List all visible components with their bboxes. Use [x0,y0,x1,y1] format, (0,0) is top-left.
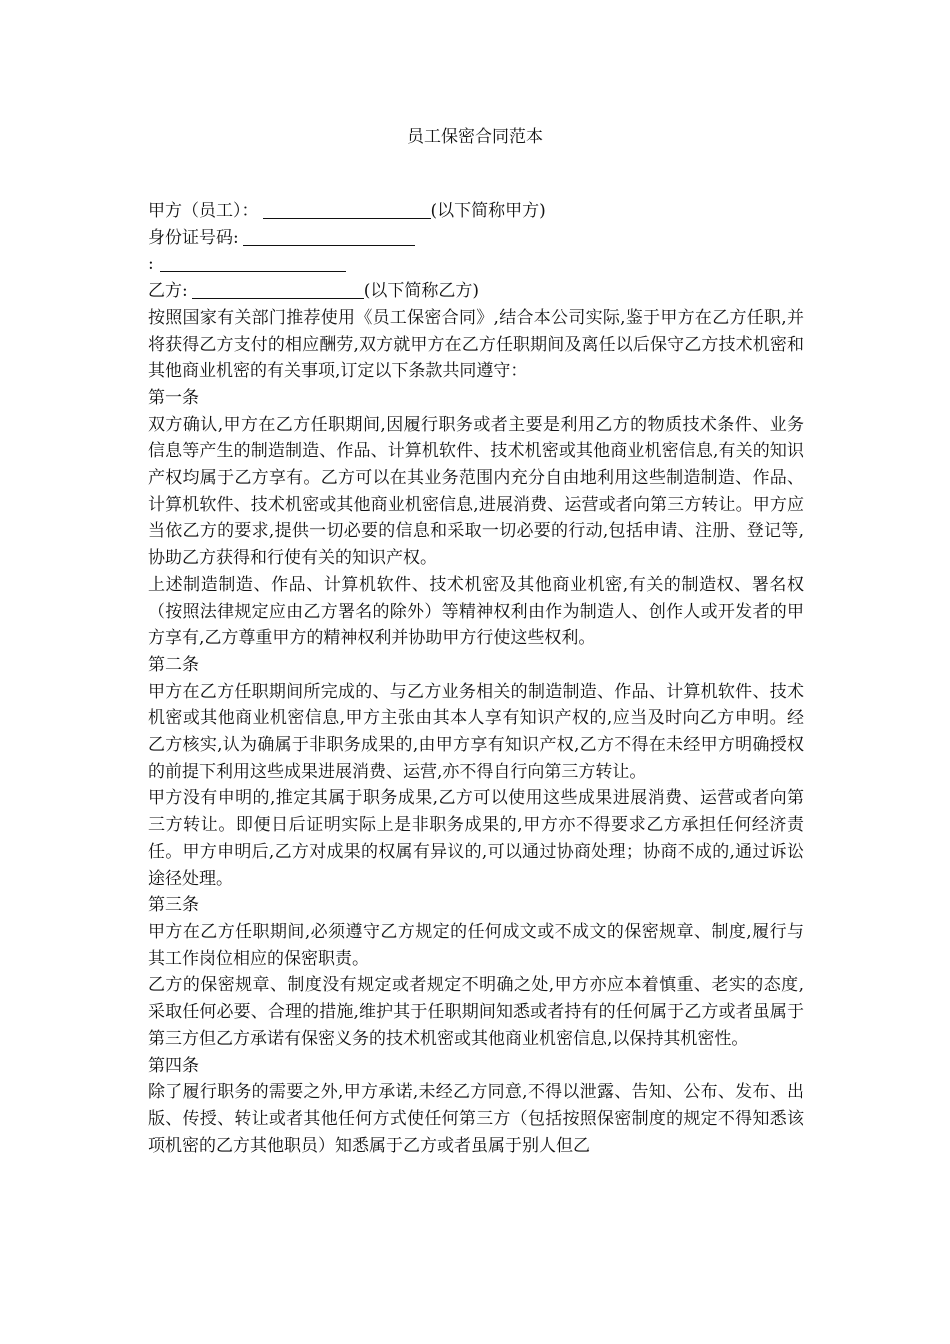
party-a-blank [263,200,431,219]
article-3-heading: 第三条 [148,895,199,916]
paragraph: 上述制造制造、作品、计算机软件、技术机密及其他商业机密,有关的制造权、署名权（按照法律规定应由乙方署名的除外）等精神权利由作为制造人、创作人或开发者的甲方享有,乙方尊重甲方的精神权利并协助甲方行使这些权利。 [148,574,804,649]
paragraph: 甲方没有申明的,推定其属于职务成果,乙方可以使用这些成果进展消费、运营或者向第三方转让。即便日后证明实际上是非职务成果的,甲方亦不得要求乙方承担任何经济责任。甲方申明后,乙方对成果的权属有异议的,可以通过协商处理；协商不成的,通过诉讼途径处理。 [148,788,804,889]
paragraph-preamble: 按照国家有关部门推荐使用《员工保密合同》,结合本公司实际,鉴于甲方在乙方任职,并将获得乙方支付的相应酬劳,双方就甲方在乙方任职期间及离任以后保守乙方技术机密和其他商业机密的有关事项,订定以下条款共同遵守： [148,307,804,382]
article-4-heading: 第四条 [148,1055,199,1076]
colon-blank [160,253,346,272]
party-b-suffix: (以下简称乙方) [363,281,479,302]
party-b-line [148,278,804,305]
paragraph: 除了履行职务的需要之外,甲方承诺,未经乙方同意,不得以泄露、告知、公布、发布、出版、传授、转让或者其他任何方式使任何第三方（包括按照保密制度的规定不得知悉该项机密的乙方其他职员）知悉属于乙方或者虽属于别人但乙 [148,1082,804,1156]
party-a-label: 甲方（员工）： [148,201,259,221]
party-b-blank [192,280,364,299]
colon-line [148,251,804,278]
id-number-label: 身份证号码: [148,227,239,248]
party-a-line [148,198,804,225]
party-a-suffix: (以下简称甲方) [430,201,546,221]
paragraph: 甲方在乙方任职期间,必须遵守乙方规定的任何成文或不成文的保密规章、制度,履行与其工作岗位相应的保密职责。 [148,921,804,969]
id-number-line [148,225,804,252]
document-body [148,198,804,1159]
id-number-blank [243,227,415,246]
document-title: 员工保密合同范本 [407,127,543,147]
article-1-heading: 第一条 [148,387,199,408]
paragraph: 乙方的保密规章、制度没有规定或者规定不明确之处,甲方亦应本着慎重、老实的态度,采取任何必要、合理的措施,维护其于任职期间知悉或者持有的任何属于乙方或者虽属于第三方但乙方承诺有保密义务的技术机密或其他商业机密信息,以保持其机密性。 [148,975,804,1049]
article-2-heading: 第二条 [148,654,199,675]
paragraph: 双方确认,甲方在乙方任职期间,因履行职务或者主要是利用乙方的物质技术条件、业务信息等产生的制造制造、作品、计算机软件、技术机密或其他商业机密信息,有关的知识产权均属于乙方享有。乙方可以在其业务范围内充分自由地利用这些制造制造、作品、计算机软件、技术机密或其他商业机密信息,进展消费、运营或者向第三方转让。甲方应当依乙方的要求,提供一切必要的信息和采取一切必要的行动,包括申请、注册、登记等,协助乙方获得和行使有关的知识产权。 [148,414,804,569]
paragraph: 甲方在乙方任职期间所完成的、与乙方业务相关的制造制造、作品、计算机软件、技术机密或其他商业机密信息,甲方主张由其本人享有知识产权的,应当及时向乙方申明。经乙方核实,认为确属于非职务成果的,由甲方享有知识产权,乙方不得在未经甲方明确授权的前提下利用这些成果进展消费、运营,亦不得自行向第三方转让。 [148,681,804,782]
party-b-label: 乙方: [148,281,188,302]
colon-label: : [148,254,154,275]
